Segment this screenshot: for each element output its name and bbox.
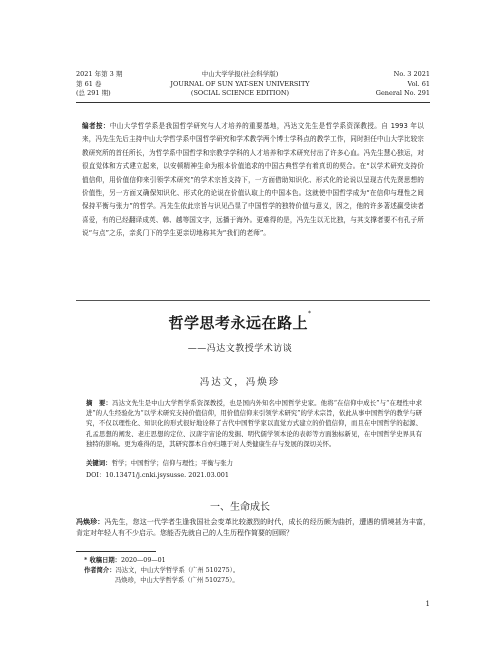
editor-note-label: 编者按： [82, 122, 110, 130]
header-general-no: (总 291 期) [76, 89, 111, 97]
title-footnote-mark: * [308, 310, 312, 317]
interview-text: 冯先生，您这一代学者生逢我国社会变革比较激烈的时代，成长的经历颇为曲折，遭遇的情境甚为丰富，肯定对年轻人有不少启示。您能否先就自己的人生历程作简要的回顾？ [76, 518, 431, 537]
article-subtitle: ——冯达文教授学术访谈 [187, 344, 293, 354]
header-no-en: No. 3 2021 [393, 70, 430, 78]
header-rule [76, 102, 430, 103]
doi: DOI：10.13471/j.cnki.jsysusse. 2021.03.001 [86, 471, 229, 479]
footnote-label: * 收稿日期： [84, 557, 121, 564]
footnote-author [84, 566, 239, 575]
article-title-text: 哲学思考永远在路上 [168, 314, 308, 332]
article-title [0, 312, 480, 333]
abstract-text: 冯达文先生是中山大学哲学系资深教授，也是国内外知名中国哲学史家。他将“在信仰中成长”与“在理性中求进”的人生经验化为“以学术研究支持价值信仰，用价值信仰来引领学术研究”的学术宗旨，依此从事中国哲学的教学与研究，不仅以理性化、知识化的形式很好地诠释了古代中国哲学家以直觉方式建立的价值信仰，而且在中国哲学的起源、孔孟思想的阐发、老庄思想的定位、汉唐宇宙论的发掘、明代儒学领本论的表彰等方面独标新见，在中国哲学史界具有独特的影响。更为难得的是，其研究都本自亦归趣于对人类健康生存与发展的深切关怀。 [86, 399, 422, 448]
keywords [86, 458, 422, 468]
journal-title-en: JOURNAL OF SUN YAT-SEN UNIVERSITY [170, 79, 310, 88]
header-general-no-en: General No. 291 [375, 89, 430, 97]
footnote-rule [76, 551, 156, 552]
keywords-text: 哲学；中国哲学；信仰与理性；平衡与张力 [111, 459, 233, 467]
footnote-received [84, 556, 166, 565]
footnote-text: 2020—09—01 [120, 557, 166, 564]
footnote-text: 冯达文，中山大学哲学系（广州 510275）。 [115, 567, 240, 574]
editor-note-text: 中山大学哲学系是我国哲学研究与人才培养的重要基地，冯达文先生是哲学系资深教授。自 1993 年以来，冯先生先后主持中山大学哲学系中国哲学研究和学术教学两个博士学科点的教学工作，同时担任中山大学比较宗教研究所的首任所长，为哲学系中国哲学和宗教学学科的人才培养和学术研究付出了许多心血。冯先生慧心独运，对很直觉体和方式建立起来，以安顿精神生命为根本价值追求的中国古典哲学有着真切的契合。在“以学术研究支持价值信仰，用价值信仰来引领学术研究”的学术宗旨支持下，一方面借助知识化、形式化的论说以呈现古代先贤思想的价值性，另一方面又确保知识化、形式化的论说在价值认取上的中国本色。这就使中国哲学成为“在信仰与理性之间保持平衡与张力”的哲学。冯先生依此宗旨与识见凸显了中国哲学的独特价值与意义，因之，他的许多著述赢受读者喜爱，有的已经翻译成英、韩、越等国文字，远播于海外。更难得的是，冯先生以无比独，与其支撑者要不有孔子所说“与点”之乐，亲炙门下的学生更亲切地称其为“我们的老师”。 [82, 122, 424, 238]
abstract [86, 398, 422, 449]
section-heading: 一、生命成长 [210, 502, 270, 513]
article-authors: 冯达文，冯焕珍 [199, 377, 281, 388]
editor-note-rule [76, 300, 430, 301]
header-issue-info-en [376, 70, 430, 99]
footnote-label: 作者简介： [84, 567, 116, 574]
abstract-label: 摘 要： [86, 399, 113, 407]
journal-edition-en: (SOCIAL SCIENCE EDITION) [190, 89, 290, 97]
editor-note [82, 120, 424, 241]
header-vol-en: Vol. 61 [407, 79, 430, 88]
header-volume: 第 61 卷 [76, 79, 102, 88]
journal-title-zh: 中山大学学报(社会科学版) [201, 70, 279, 78]
page-number: 1 [425, 600, 430, 608]
speaker-label: 冯焕珍： [76, 517, 105, 526]
footnote-author-2 [115, 576, 239, 585]
footnote-text: 冯焕珍，中山大学哲学系（广州 510275）。 [115, 577, 239, 584]
header-issue: 2021 年第 3 期 [76, 70, 123, 78]
keywords-label: 关键词： [86, 459, 112, 467]
interview-paragraph [76, 516, 430, 539]
